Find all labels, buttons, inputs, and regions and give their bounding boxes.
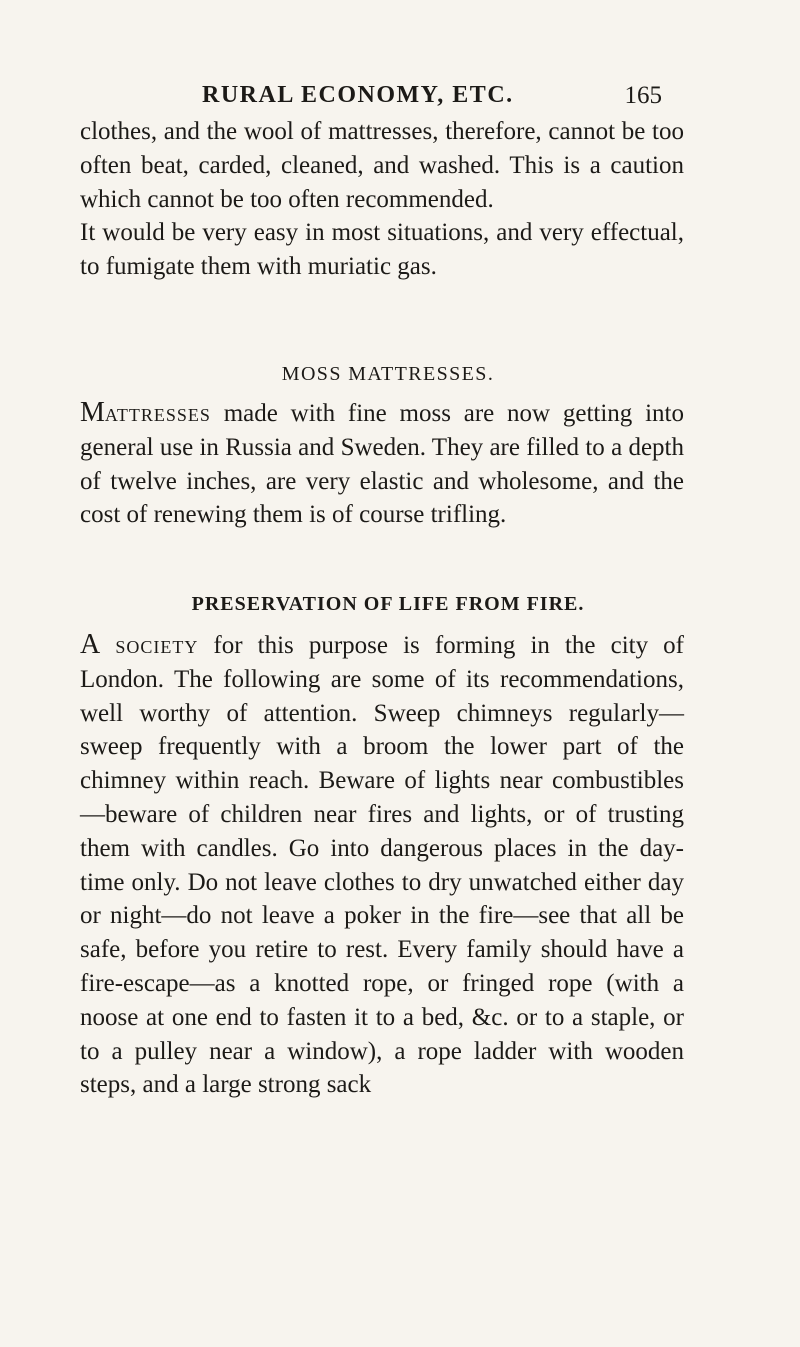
fire-section-text (80, 628, 684, 1218)
moss-section-text (80, 396, 684, 580)
running-title: RURAL ECONOMY, ETC. (202, 82, 514, 108)
section-heading-text: MOSS MATTRESSES. (281, 363, 495, 385)
paragraph: clothes, and the wool of mattresses, therefore, cannot be too often beat, carded, cleaned, and washed. This is a caution which cannot be too often recommended. (80, 118, 684, 213)
section-heading-text: PRESERVATION OF LIFE FROM FIRE. (191, 593, 585, 615)
running-head (202, 82, 662, 114)
lead-word: society (115, 632, 199, 659)
paragraph (80, 396, 684, 532)
page-number: 165 (624, 82, 662, 109)
opening-text (80, 115, 684, 351)
lead-word: attresses (104, 400, 211, 427)
section-heading-fire (0, 593, 800, 616)
section-heading-moss (0, 363, 800, 386)
paragraph-body: for this purpose is forming in the city of London. The following are some of its recommendations, well worthy of attention. Sweep chimneys regularly—sweep frequently with a broom the lower part of the chimney within reach. Beware of lights near combustibles—beware of children near fires and lights, or of trusting them with candles. Go into dangerous places in the day-time only. Do not leave clothes to dry unwatched either day or night—do not leave a poker in the fire—see that all be safe, before you retire to rest. Every family should have a fire-escape—as a knotted rope, or fringed rope (with a noose at one end to fasten it to a bed, &c. or to a staple, or to a pulley near a window), a rope ladder with wooden steps, and a large strong sack (80, 632, 684, 1099)
paragraph: It would be very easy in most situations, and very effectual, to fumigate them with muriatic gas. (80, 219, 684, 281)
lead-capital: A (80, 629, 101, 660)
paragraph (80, 628, 684, 1102)
lead-capital: M (80, 397, 105, 428)
paragraph-body: made with fine moss are now getting into general use in Russia and Sweden. They are filled to a depth of twelve inches, are very elastic and wholesome, and the cost of renewing them is of course trifling. (80, 400, 684, 529)
